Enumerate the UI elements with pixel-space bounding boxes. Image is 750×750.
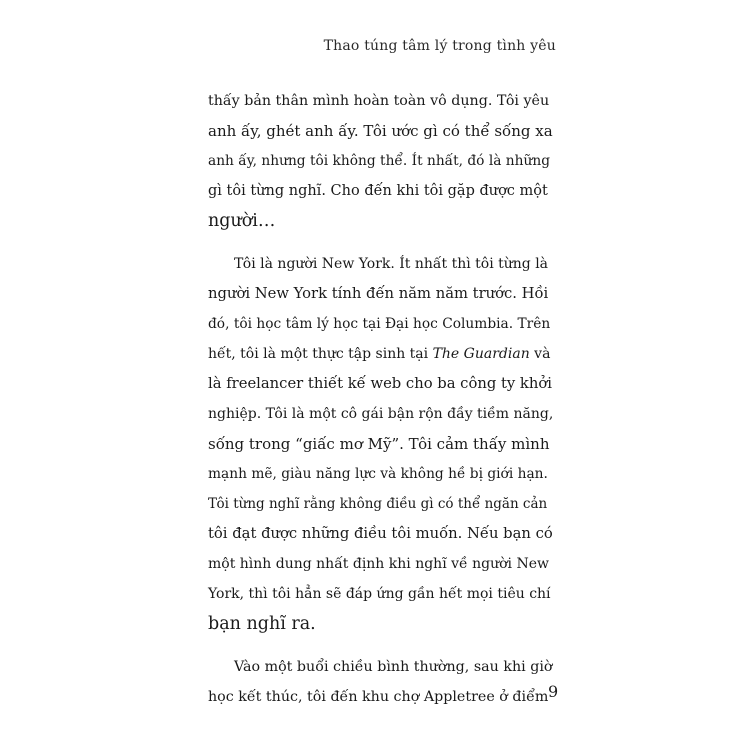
text-line: đó, tôi học tâm lý học tại Đại học Columbia. Trên: [208, 316, 551, 332]
italic-publication-title: The Guardian: [432, 346, 530, 362]
text-span: và: [529, 346, 551, 362]
text-line: Vào một buổi chiều bình thường, sau khi giờ: [234, 659, 553, 675]
text-line: người…: [208, 211, 276, 231]
text-line: gì tôi từng nghĩ. Cho đến khi tôi gặp được một: [208, 183, 548, 199]
text-line: nghiệp. Tôi là một cô gái bận rộn đầy tiềm năng,: [208, 406, 554, 422]
text-line: người New York tính đến năm năm trước. Hồi: [208, 285, 549, 302]
text-line: thấy bản thân mình hoàn toàn vô dụng. Tôi yêu: [208, 93, 550, 109]
text-line: học kết thúc, tôi đến khu chợ Appletree ở điểm: [208, 689, 549, 705]
text-line: một hình dung nhất định khi nghĩ về người New: [208, 556, 549, 572]
text-line: tôi đạt được những điều tôi muốn. Nếu bạn có: [208, 525, 553, 542]
text-line: mạnh mẽ, giàu năng lực và không hề bị giới hạn.: [208, 466, 548, 482]
text-span: hết, tôi là một thực tập sinh tại: [208, 346, 433, 362]
text-line: Tôi từng nghĩ rằng không điều gì có thể ngăn cản: [208, 496, 548, 512]
text-line: bạn nghĩ ra.: [208, 614, 316, 634]
paragraph-3: [208, 652, 553, 712]
paragraph-2: [208, 249, 553, 639]
running-header: Thao túng tâm lý trong tình yêu: [323, 38, 556, 54]
text-line: sống trong “giấc mơ Mỹ”. Tôi cảm thấy mình: [208, 435, 550, 453]
text-line: anh ấy, nhưng tôi không thể. Ít nhất, đó là những: [208, 153, 551, 169]
text-line: là freelancer thiết kế web cho ba công ty khởi: [208, 375, 552, 392]
text-line: York, thì tôi hẳn sẽ đáp ứng gần hết mọi tiêu chí: [208, 586, 551, 602]
text-line-with-italic: [208, 339, 553, 369]
page-number: 9: [548, 682, 559, 701]
text-line: Tôi là người New York. Ít nhất thì tôi từng là: [234, 256, 549, 272]
body-text: [208, 86, 553, 712]
paragraph-1: [208, 86, 553, 236]
text-line: anh ấy, ghét anh ấy. Tôi ước gì có thể sống xa: [208, 122, 553, 140]
